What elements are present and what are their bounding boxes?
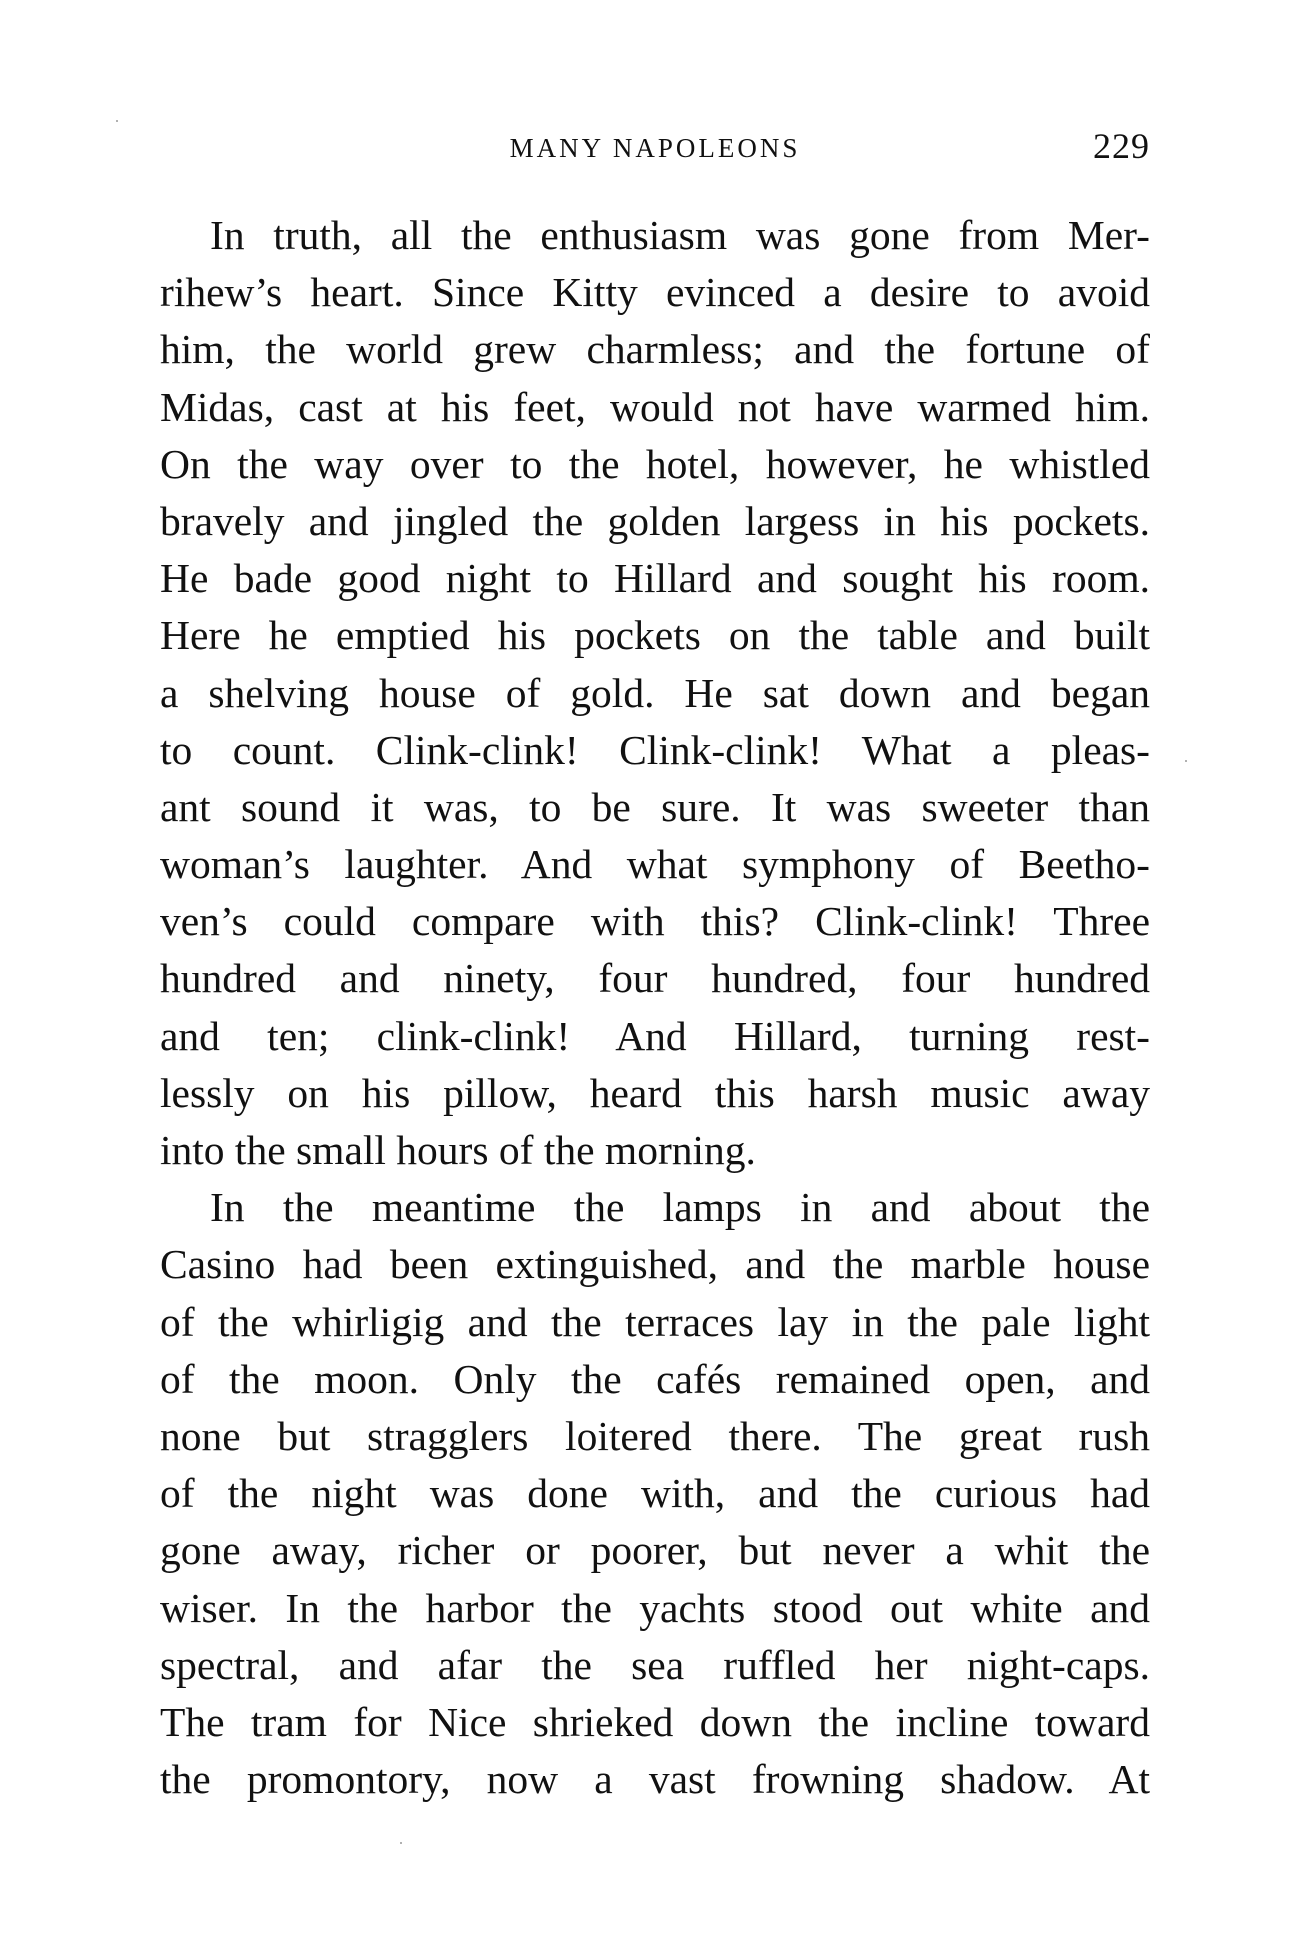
text-line: In truth, all the enthusiasm was gone from Mer-	[210, 212, 1150, 258]
text-line: none but stragglers loitered there. The great rush	[160, 1412, 1150, 1459]
text-line: into the small hours of the morning.	[160, 1127, 756, 1173]
text-line: Midas, cast at his feet, would not have warmed him.	[160, 383, 1150, 430]
paper-speck	[116, 120, 118, 122]
text-line: the promontory, now a vast frowning shadow. At	[160, 1756, 1150, 1803]
text-line: and ten; clink-clink! And Hillard, turning rest-	[160, 1012, 1150, 1059]
text-line: Casino had been extinguished, and the marble house	[160, 1241, 1150, 1288]
text-line: of the whirligig and the terraces lay in the pale light	[160, 1298, 1150, 1345]
text-line: lessly on his pillow, heard this harsh music away	[160, 1069, 1150, 1116]
text-line: spectral, and afar the sea ruffled her night-caps.	[160, 1641, 1150, 1688]
text-line: On the way over to the hotel, however, he whistled	[160, 440, 1150, 487]
text-line: a shelving house of gold. He sat down and began	[160, 669, 1150, 716]
text-line: him, the world grew charmless; and the fortune of	[160, 326, 1150, 373]
page-number: 229	[1093, 126, 1150, 166]
running-title: MANY NAPOLEONS	[509, 133, 801, 163]
text-line: The tram for Nice shrieked down the incline toward	[160, 1698, 1150, 1745]
text-line: In the meantime the lamps in and about the	[210, 1184, 1150, 1231]
text-line: ven’s could compare with this? Clink-clink! Three	[160, 898, 1150, 945]
paragraph-2	[160, 1179, 1150, 1808]
body-text	[160, 207, 1150, 1808]
paper-speck	[1185, 760, 1187, 762]
running-head	[160, 128, 1150, 168]
text-line: Here he emptied his pockets on the table and built	[160, 612, 1150, 659]
text-line: hundred and ninety, four hundred, four hundred	[160, 955, 1150, 1002]
paragraph-1	[160, 207, 1150, 1179]
text-line: wiser. In the harbor the yachts stood out white and	[160, 1584, 1150, 1631]
text-line: to count. Clink-clink! Clink-clink! What a pleas-	[160, 726, 1150, 773]
text-line: bravely and jingled the golden largess in his pockets.	[160, 497, 1150, 544]
text-line: gone away, richer or poorer, but never a whit the	[160, 1527, 1150, 1574]
paper-speck	[400, 1842, 402, 1844]
text-line: of the night was done with, and the curious had	[160, 1470, 1150, 1517]
text-line: He bade good night to Hillard and sought his room.	[160, 555, 1150, 602]
text-line: of the moon. Only the cafés remained open, and	[160, 1355, 1150, 1402]
text-line: ant sound it was, to be sure. It was sweeter than	[160, 783, 1150, 830]
text-line: woman’s laughter. And what symphony of Beetho-	[160, 841, 1150, 888]
text-line: rihew’s heart. Since Kitty evinced a desire to avoid	[160, 269, 1150, 316]
